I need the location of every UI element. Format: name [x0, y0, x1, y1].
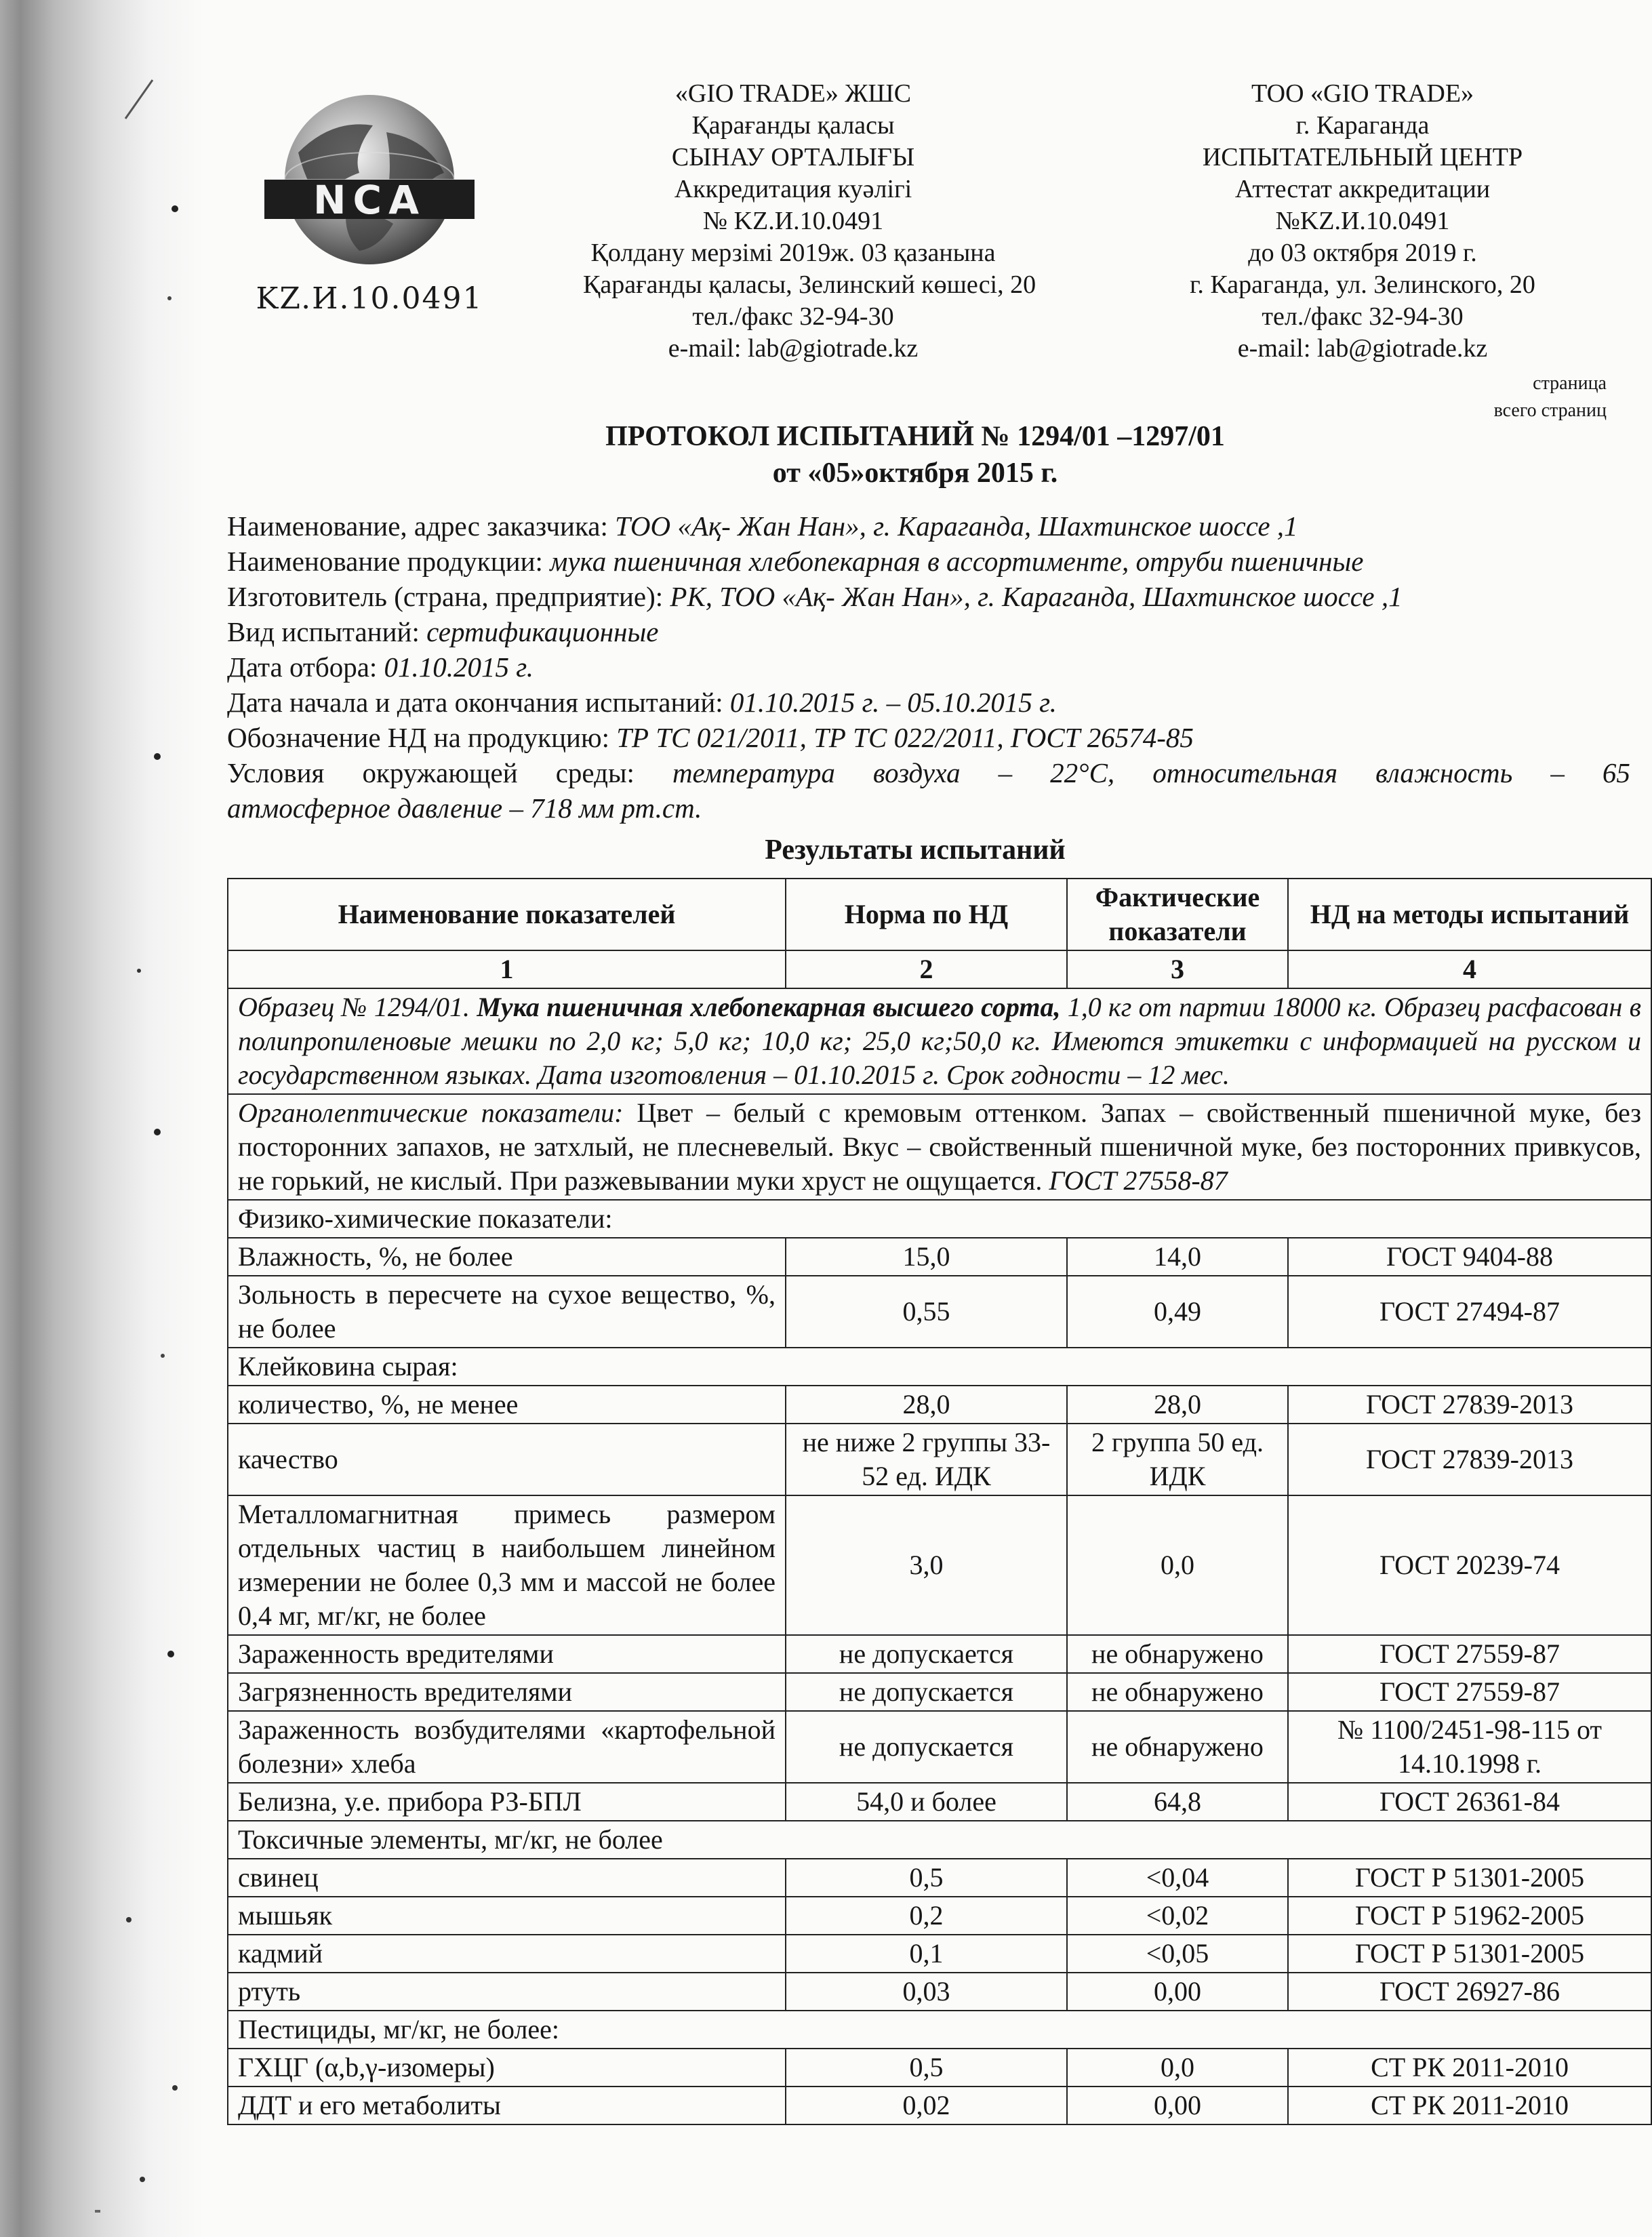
- table-colnum-row: [228, 950, 1651, 988]
- field-value: атмосферное давление – 718 мм рт.ст.: [227, 792, 702, 824]
- actual-cell: 0,00: [1067, 1973, 1288, 2011]
- norm-cell: 0,5: [786, 2049, 1067, 2087]
- field-customer: [227, 508, 1630, 544]
- header-line: №KZ.И.10.0491: [1275, 207, 1450, 235]
- field-value: мука пшеничная хлебопекарная в ассортименте, отруби пшеничные: [550, 546, 1364, 577]
- sample-prefix: Образец № 1294/01.: [238, 992, 477, 1022]
- table-row: [228, 1897, 1651, 1935]
- indicator-cell: Белизна, у.е. прибора РЗ-БПЛ: [228, 1783, 786, 1821]
- actual-cell: не обнаружено: [1067, 1635, 1288, 1673]
- condition-word: –: [1550, 757, 1565, 788]
- indicator-cell: ртуть: [228, 1973, 786, 2011]
- field-normative-docs: [227, 720, 1630, 755]
- section-row: [228, 1821, 1651, 1859]
- method-cell: ГОСТ 27494-87: [1288, 1276, 1651, 1348]
- field-test-type: [227, 614, 1630, 649]
- method-cell: ГОСТ 27839-2013: [1288, 1424, 1651, 1495]
- indicator-cell: ГХЦГ (α,b,γ-изомеры): [228, 2049, 786, 2087]
- indicator-cell: Зараженность вредителями: [228, 1635, 786, 1673]
- header-indicator: Наименование показателей: [228, 879, 786, 950]
- table-row: [228, 1495, 1651, 1635]
- actual-cell: 28,0: [1067, 1386, 1288, 1424]
- condition-word: 22°С,: [1050, 757, 1115, 788]
- header-line: e-mail: lab@giotrade.kz: [668, 334, 919, 363]
- condition-word: влажность: [1375, 757, 1513, 788]
- field-label: Наименование продукции:: [227, 546, 550, 577]
- method-cell: ГОСТ 27559-87: [1288, 1673, 1651, 1711]
- header-line: ИСПЫТАТЕЛЬНЫЙ ЦЕНТР: [1202, 143, 1523, 172]
- header-russian: [1152, 78, 1573, 365]
- header-line: до 03 октября 2019 г.: [1248, 239, 1477, 267]
- section-label: Токсичные элементы, мг/кг, не более: [228, 1821, 1651, 1859]
- sample-row: [228, 988, 1651, 1094]
- scan-specks: [0, 0, 203, 2237]
- field-label: Вид испытаний:: [227, 616, 427, 647]
- condition-word: 65: [1602, 757, 1630, 788]
- header-line: № KZ.И.10.0491: [702, 207, 884, 235]
- method-cell: ГОСТ 26361-84: [1288, 1783, 1651, 1821]
- field-value: сертификационные: [426, 616, 659, 647]
- col-number: 1: [228, 950, 786, 988]
- header-line: «GIO TRADE» ЖШС: [674, 79, 912, 108]
- results-title: Результаты испытаний: [765, 834, 1066, 866]
- sample-description: [228, 988, 1651, 1094]
- table-row: [228, 1276, 1651, 1348]
- norm-cell: 0,03: [786, 1973, 1067, 2011]
- section-label: Физико-химические показатели:: [228, 1200, 1651, 1238]
- header-norm: Норма по НД: [786, 879, 1067, 950]
- condition-word: Условия: [227, 757, 325, 788]
- table-row: [228, 1386, 1651, 1424]
- table-row: [228, 2087, 1651, 2124]
- indicator-cell: Зараженность возбудителями «картофельной болезни» хлеба: [228, 1711, 786, 1783]
- page-label: страница: [1533, 373, 1607, 394]
- nca-logo: [258, 78, 481, 315]
- actual-cell: <0,05: [1067, 1935, 1288, 1973]
- section-label: Клейковина сырая:: [228, 1348, 1651, 1386]
- field-conditions: [227, 755, 1630, 790]
- norm-cell: 15,0: [786, 1238, 1067, 1276]
- actual-cell: 14,0: [1067, 1238, 1288, 1276]
- actual-cell: 0,0: [1067, 1495, 1288, 1635]
- actual-cell: 0,0: [1067, 2049, 1288, 2087]
- section-row: [228, 1200, 1651, 1238]
- section-label: Пестициды, мг/кг, не более:: [228, 2011, 1651, 2049]
- actual-cell: не обнаружено: [1067, 1711, 1288, 1783]
- actual-cell: 64,8: [1067, 1783, 1288, 1821]
- indicator-cell: Металломагнитная примесь размером отдельных частиц в наибольшем линейном измерении не более 0,3 мм и массой не более 0,4 мг, мг/кг, не более: [228, 1495, 786, 1635]
- header-line: e-mail: lab@giotrade.kz: [1237, 334, 1488, 363]
- condition-word: температура: [672, 757, 835, 788]
- norm-cell: не допускается: [786, 1711, 1067, 1783]
- method-cell: № 1100/2451-98-115 от 14.10.1998 г.: [1288, 1711, 1651, 1783]
- field-label: Дата отбора:: [227, 651, 384, 683]
- logo-code: KZ.И.10.0491: [256, 281, 483, 316]
- sample-rest: 1,0 кг от партии 18000 кг. Образец расфасован в полипропиленовые мешки по 2,0 кг; 5,0 кг; 10,0 кг; 25,0 кг;50,0 кг. Имеются этикетки с информацией на русском и государственном языках. Дата изготовления – 01.10.2015 г. Срок годности – 12 мес.: [238, 992, 1641, 1090]
- norm-cell: не допускается: [786, 1635, 1067, 1673]
- norm-cell: не ниже 2 группы 33-52 ед. ИДК: [786, 1424, 1067, 1495]
- header-line: г. Караганда, ул. Зелинского, 20: [1190, 270, 1535, 299]
- protocol-fields: [227, 508, 1630, 826]
- method-cell: СТ РК 2011-2010: [1288, 2049, 1651, 2087]
- field-conditions-line2: [227, 790, 1630, 826]
- protocol-title: [203, 418, 1627, 491]
- actual-cell: не обнаружено: [1067, 1673, 1288, 1711]
- field-label: Обозначение НД на продукцию:: [227, 722, 617, 753]
- protocol-date: от «05»октября 2015 г.: [772, 458, 1058, 489]
- field-value: ТОО «Ақ- Жан Нан», г. Караганда, Шахтинское шоссе ,1: [615, 510, 1298, 542]
- table-row: [228, 1859, 1651, 1897]
- page-info: [1494, 370, 1607, 424]
- norm-cell: не допускается: [786, 1673, 1067, 1711]
- table-header-row: [228, 879, 1651, 950]
- indicator-cell: ДДТ и его метаболиты: [228, 2087, 786, 2124]
- table-row: [228, 1973, 1651, 2011]
- actual-cell: 0,00: [1067, 2087, 1288, 2124]
- condition-word: окружающей: [362, 757, 518, 788]
- method-cell: ГОСТ 27839-2013: [1288, 1386, 1651, 1424]
- condition-word: –: [998, 757, 1013, 788]
- protocol-number: ПРОТОКОЛ ИСПЫТАНИЙ № 1294/01 –1297/01: [605, 421, 1225, 452]
- organoleptic-method: ГОСТ 27558-87: [1049, 1165, 1228, 1196]
- indicator-cell: Загрязненность вредителями: [228, 1673, 786, 1711]
- table-row: [228, 1783, 1651, 1821]
- field-value: ТР ТС 021/2011, ТР ТС 022/2011, ГОСТ 26574-85: [616, 722, 1194, 753]
- section-row: [228, 1348, 1651, 1386]
- field-test-period: [227, 685, 1630, 720]
- field-label: Изготовитель (страна, предприятие):: [227, 581, 670, 612]
- method-cell: ГОСТ 27559-87: [1288, 1635, 1651, 1673]
- norm-cell: 54,0 и более: [786, 1783, 1067, 1821]
- section-row: [228, 2011, 1651, 2049]
- norm-cell: 0,55: [786, 1276, 1067, 1348]
- condition-word: среды:: [555, 757, 634, 788]
- header-method: НД на методы испытаний: [1288, 879, 1651, 950]
- method-cell: ГОСТ Р 51962-2005: [1288, 1897, 1651, 1935]
- actual-cell: <0,02: [1067, 1897, 1288, 1935]
- header-line: ТОО «GIO TRADE»: [1251, 79, 1474, 108]
- indicator-cell: Влажность, %, не более: [228, 1238, 786, 1276]
- sample-name: Мука пшеничная хлебопекарная высшего сорта,: [477, 992, 1061, 1022]
- norm-cell: 0,2: [786, 1897, 1067, 1935]
- logo-text: NCA: [313, 177, 426, 223]
- field-value: РК, ТОО «Ақ- Жан Нан», г. Караганда, Шахтинское шоссе ,1: [670, 581, 1403, 612]
- indicator-cell: Зольность в пересчете на сухое вещество, %, не более: [228, 1276, 786, 1348]
- field-sampling-date: [227, 649, 1630, 685]
- indicator-cell: кадмий: [228, 1935, 786, 1973]
- organoleptic-label: Органолептические показатели:: [238, 1097, 637, 1128]
- organoleptic-text: Цвет – белый с кремовым оттенком. Запах – свойственный пшеничной муке, без посторонних запахов, не затхлый, не плесневелый. Вкус – свойственный пшеничной муке, без посторонних привкусов, не горький, не кислый. При разжевывании муки хруст не ощущается.: [238, 1097, 1641, 1196]
- table-row: [228, 2049, 1651, 2087]
- organoleptic-description: [228, 1094, 1651, 1200]
- total-pages-label: всего страниц: [1493, 400, 1607, 421]
- indicator-cell: качество: [228, 1424, 786, 1495]
- field-value: 01.10.2015 г.: [384, 651, 534, 683]
- table-row: [228, 1673, 1651, 1711]
- col-number: 3: [1067, 950, 1288, 988]
- field-value: 01.10.2015 г. – 05.10.2015 г.: [729, 687, 1057, 718]
- field-product: [227, 544, 1630, 579]
- norm-cell: 0,02: [786, 2087, 1067, 2124]
- condition-word: воздуха: [872, 757, 961, 788]
- results-table: [227, 878, 1652, 2125]
- method-cell: ГОСТ Р 51301-2005: [1288, 1859, 1651, 1897]
- table-row: [228, 1935, 1651, 1973]
- actual-cell: 0,49: [1067, 1276, 1288, 1348]
- header-line: СЫНАУ ОРТАЛЫҒЫ: [671, 143, 915, 172]
- method-cell: ГОСТ Р 51301-2005: [1288, 1935, 1651, 1973]
- table-row: [228, 1238, 1651, 1276]
- col-number: 2: [786, 950, 1067, 988]
- indicator-cell: количество, %, не менее: [228, 1386, 786, 1424]
- field-label: Наименование, адрес заказчика:: [227, 510, 616, 542]
- indicator-cell: мышьяк: [228, 1897, 786, 1935]
- header-line: г. Караганда: [1295, 111, 1430, 140]
- actual-cell: <0,04: [1067, 1859, 1288, 1897]
- header-line: Аккредитация куәлігі: [674, 175, 912, 203]
- organoleptic-row: [228, 1094, 1651, 1200]
- header-line: Қарағанды қаласы, Зелинский көшесі, 20: [583, 270, 1036, 299]
- field-manufacturer: [227, 579, 1630, 614]
- norm-cell: 0,1: [786, 1935, 1067, 1973]
- table-row: [228, 1711, 1651, 1783]
- method-cell: СТ РК 2011-2010: [1288, 2087, 1651, 2124]
- actual-cell: 2 группа 50 ед. ИДК: [1067, 1424, 1288, 1495]
- condition-word: относительная: [1152, 757, 1338, 788]
- norm-cell: 28,0: [786, 1386, 1067, 1424]
- table-row: [228, 1635, 1651, 1673]
- header-line: Аттестат аккредитации: [1234, 175, 1491, 203]
- norm-cell: 3,0: [786, 1495, 1067, 1635]
- method-cell: ГОСТ 26927-86: [1288, 1973, 1651, 2011]
- table-row: [228, 1424, 1651, 1495]
- header-line: Қарағанды қаласы: [691, 111, 895, 140]
- method-cell: ГОСТ 20239-74: [1288, 1495, 1651, 1635]
- field-label: Дата начала и дата окончания испытаний:: [227, 687, 730, 718]
- header-line: тел./факс 32-94-30: [692, 302, 894, 331]
- norm-cell: 0,5: [786, 1859, 1067, 1897]
- indicator-cell: свинец: [228, 1859, 786, 1897]
- header-line: Қолдану мерзімі 2019ж. 03 қазанына: [590, 239, 996, 267]
- header-actual: Фактические показатели: [1067, 879, 1288, 950]
- method-cell: ГОСТ 9404-88: [1288, 1238, 1651, 1276]
- col-number: 4: [1288, 950, 1651, 988]
- header-line: тел./факс 32-94-30: [1262, 302, 1464, 331]
- header-kazakh: [583, 78, 1036, 365]
